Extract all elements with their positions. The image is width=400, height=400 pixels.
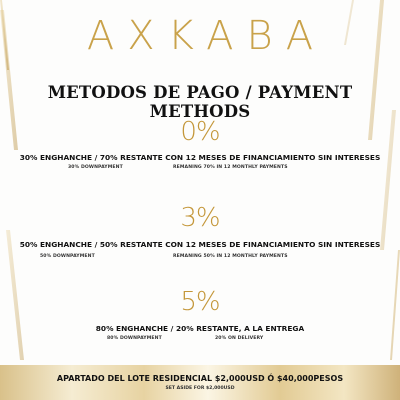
- plan-1-headline: 30% ENGHANCHE / 70% RESTANTE CON 12 MESES DE FINANCIAMIENTO SIN INTERESES: [19, 153, 381, 162]
- plan-1-percent: 0%: [180, 117, 220, 147]
- plan-3-delivery: 20% ON DELIVERY: [215, 336, 264, 341]
- plan-1-downpayment: 30% DOWNPAYMENT: [68, 165, 123, 170]
- plan-3-headline: 80% ENGHANCHE / 20% RESTANTE, A LA ENTREGA: [95, 324, 305, 333]
- plan-3-downpayment: 80% DOWNPAYMENT: [107, 336, 162, 341]
- brand-logo: AXKABA: [86, 13, 327, 59]
- plan-1-remaining: REMANING 70% IN 12 MONTHLY PAYMENTS: [173, 165, 288, 170]
- footer-reservation-subtext: SET ASIDE FOR $2,000USD: [165, 386, 235, 391]
- footer-reservation-text: APARTADO DEL LOTE RESIDENCIAL $2,000USD Ó $40,000PESOS: [56, 374, 344, 383]
- page-title: METODOS DE PAGO / PAYMENT METHODS: [47, 83, 353, 121]
- plan-2-downpayment: 50% DOWNPAYMENT: [40, 254, 95, 259]
- plan-2-remaining: REMANING 50% IN 12 MONTHLY PAYMENTS: [173, 254, 288, 259]
- plan-2-percent: 3%: [180, 203, 220, 233]
- footer-banner: [0, 365, 400, 400]
- plan-2-headline: 50% ENGHANCHE / 50% RESTANTE CON 12 MESES DE FINANCIAMIENTO SIN INTERESES: [19, 240, 381, 249]
- plan-3-percent: 5%: [180, 287, 220, 317]
